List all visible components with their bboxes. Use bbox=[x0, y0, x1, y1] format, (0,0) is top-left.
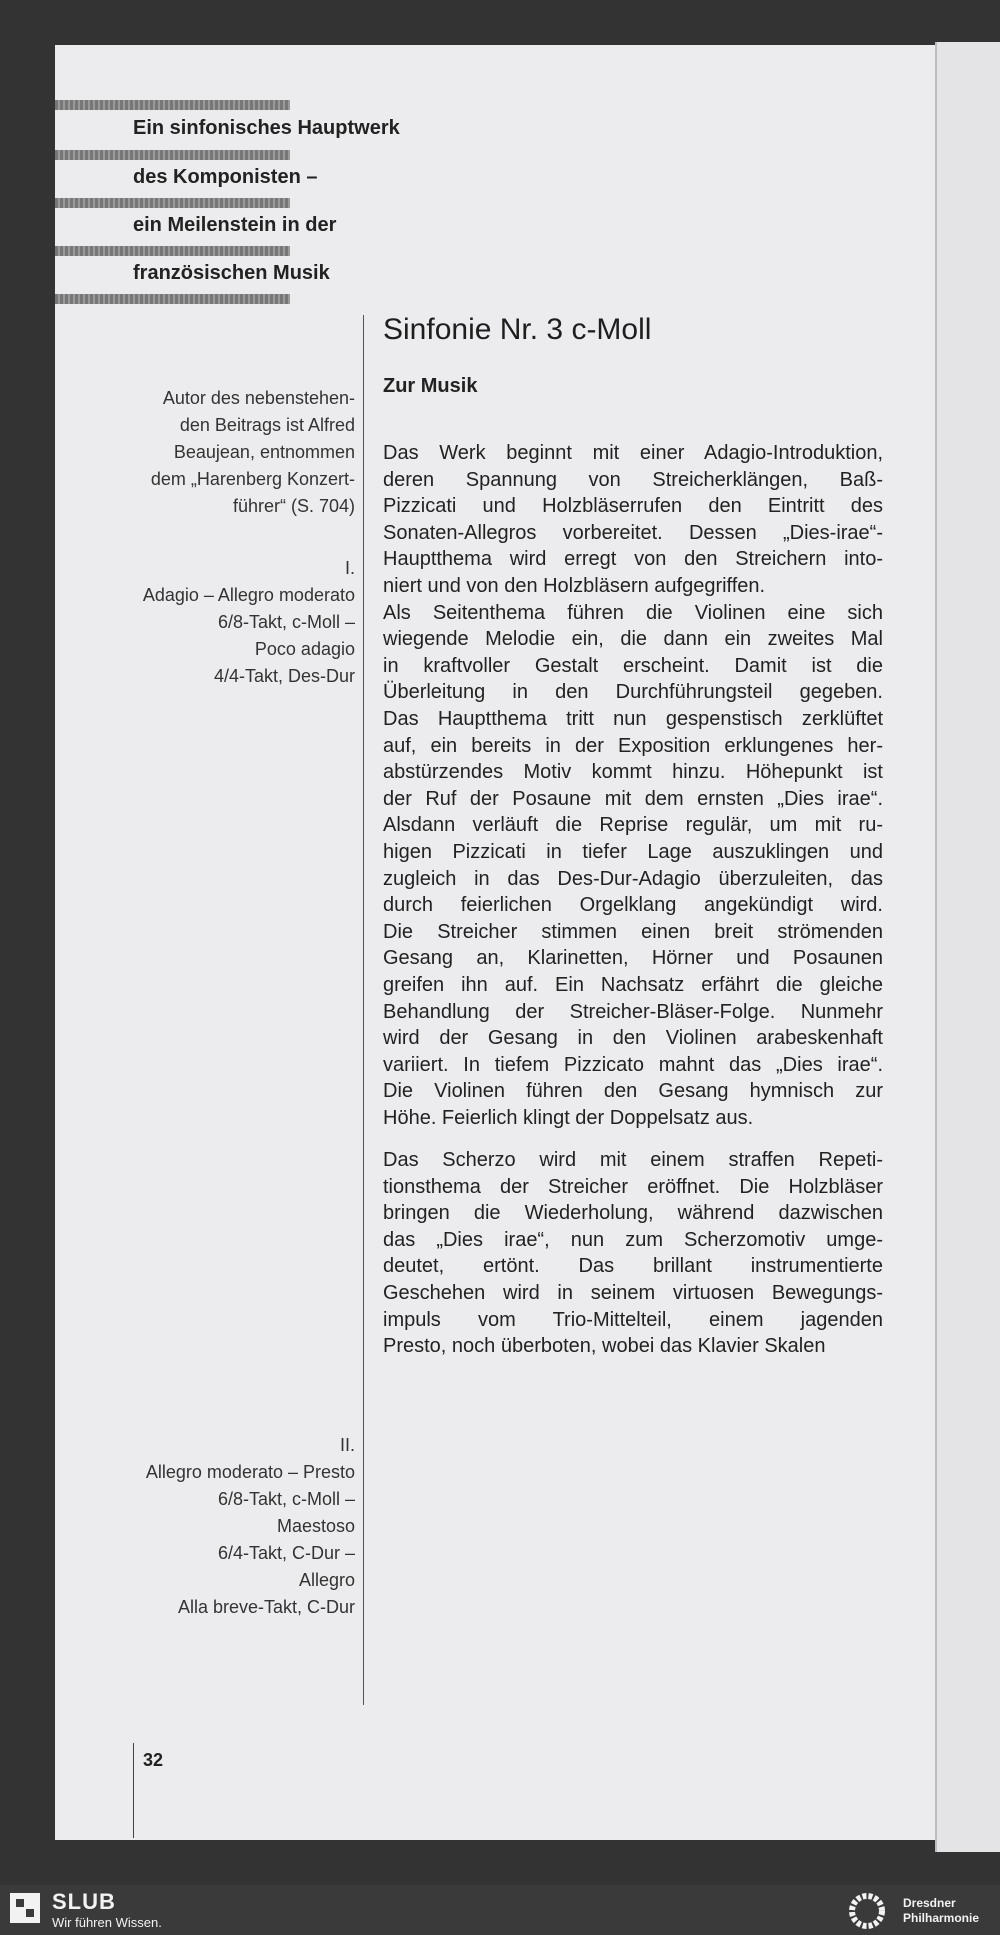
body-line: Das Scherzo wird mit einem straffen Repeti- bbox=[383, 1149, 883, 1171]
movement-line: 6/4-Takt, C-Dur – bbox=[217, 1543, 355, 1563]
adjacent-page-edge bbox=[935, 42, 1000, 1852]
page-number-rule bbox=[133, 1743, 134, 1838]
body-line: tionsthema der Streicher eröffnet. Die Holzbläser bbox=[383, 1175, 883, 1198]
body-line: impuls vom Trio-Mittelteil, einem jagenden bbox=[383, 1308, 883, 1331]
movement-line: Allegro moderato – Presto bbox=[145, 1462, 355, 1482]
footer-bar bbox=[0, 1885, 1000, 1935]
body-line: Überleitung in den Durchführungsteil gegeben. bbox=[383, 681, 883, 704]
decorative-stripe bbox=[55, 294, 290, 304]
author-note-line: dem „Harenberg Konzert- bbox=[150, 469, 355, 489]
movement-line: 6/8-Takt, c-Moll – bbox=[217, 612, 355, 632]
page-number: 32 bbox=[143, 1750, 164, 1770]
body-line: durch feierlichen Orgelklang angekündigt wird. bbox=[383, 894, 883, 917]
slub-logo-icon bbox=[10, 1893, 40, 1923]
movement-line: Alla breve-Takt, C-Dur bbox=[177, 1597, 355, 1617]
decorative-stripe bbox=[55, 198, 290, 208]
body-line: Höhe. Feierlich klingt der Doppelsatz aus. bbox=[383, 1107, 754, 1129]
decorative-stripe bbox=[55, 246, 290, 256]
movement-line: Maestoso bbox=[276, 1516, 355, 1536]
decorative-stripe bbox=[55, 100, 290, 110]
body-line: deren Spannung von Streicherklängen, Baß- bbox=[383, 468, 883, 491]
body-line: das „Dies irae“, nun zum Scherzomotiv umge- bbox=[383, 1228, 883, 1251]
body-line: Presto, noch überboten, wobei das Klavier Skalen bbox=[383, 1335, 826, 1358]
movement-1-note bbox=[143, 555, 355, 690]
article-title: Sinfonie Nr. 3 c-Moll bbox=[383, 313, 652, 346]
body-line: Das Hauptthema tritt nun gespenstisch zerklüftet bbox=[383, 708, 883, 730]
body-line: greifen ihn auf. Ein Nachsatz erfährt die gleiche bbox=[383, 974, 883, 996]
movement-number: II. bbox=[339, 1435, 355, 1455]
author-note-line: Autor des nebenstehen- bbox=[162, 388, 355, 408]
movement-line: Poco adagio bbox=[254, 639, 355, 659]
body-line: wird der Gesang in den Violinen arabeskenhaft bbox=[383, 1027, 883, 1050]
author-note-line: Beaujean, entnommen bbox=[173, 442, 355, 462]
library-motto: Wir führen Wissen. bbox=[52, 1915, 162, 1930]
movement-number: I. bbox=[344, 558, 355, 578]
decorative-stripe bbox=[55, 150, 290, 160]
body-line: deutet, ertönt. Das brillant instrumentierte bbox=[383, 1255, 883, 1278]
movement-line: Allegro bbox=[298, 1570, 355, 1590]
body-line: Gesang an, Klarinetten, Hörner und Posaunen bbox=[383, 947, 883, 970]
body-line: Pizzicati und Holzbläserrufen den Eintritt des bbox=[383, 495, 883, 518]
philharmonie-logo-icon bbox=[842, 1892, 892, 1930]
body-line: zugleich in das Des-Dur-Adagio überzuleiten, das bbox=[383, 867, 883, 890]
body-line: bringen die Wiederholung, während dazwischen bbox=[383, 1202, 883, 1225]
body-line: Alsdann verläuft die Reprise regulär, um mit ru- bbox=[383, 814, 883, 837]
body-line: Sonaten-Allegros vorbereitet. Dessen „Dies-irae“- bbox=[383, 521, 883, 544]
tagline-line: ein Meilenstein in der bbox=[133, 214, 337, 236]
author-note-line: den Beitrags ist Alfred bbox=[179, 415, 355, 435]
movement-line: 4/4-Takt, Des-Dur bbox=[213, 666, 355, 686]
body-line: in kraftvoller Gestalt erscheint. Damit ist die bbox=[383, 654, 883, 677]
partner-name-line: Philharmonie bbox=[903, 1911, 980, 1925]
author-note-line: führer“ (S. 704) bbox=[232, 496, 355, 516]
body-line: der Ruf der Posaune mit dem ernsten „Dies irae“. bbox=[383, 787, 883, 810]
body-line: auf, ein bereits in der Exposition erklungenes her- bbox=[383, 734, 883, 757]
body-line: abstürzendes Motiv kommt hinzu. Höhepunkt ist bbox=[383, 761, 883, 784]
article-subtitle: Zur Musik bbox=[383, 375, 478, 397]
movement-line: 6/8-Takt, c-Moll – bbox=[217, 1489, 355, 1509]
body-line: Behandlung der Streicher-Bläser-Folge. Nunmehr bbox=[383, 1000, 883, 1023]
tagline-line: französischen Musik bbox=[133, 262, 330, 284]
movement-line: Adagio – Allegro moderato bbox=[142, 585, 355, 605]
body-line: higen Pizzicati in tiefer Lage auszuklingen und bbox=[383, 841, 883, 863]
body-line: Das Werk beginnt mit einer Adagio-Introduktion, bbox=[383, 442, 883, 464]
author-note bbox=[151, 385, 355, 520]
body-line: variiert. In tiefem Pizzicato mahnt das „Dies irae“. bbox=[383, 1053, 883, 1076]
body-line: Die Streicher stimmen einen breit strömenden bbox=[383, 920, 883, 943]
movement-2-note bbox=[146, 1432, 355, 1621]
body-line: Geschehen wird in seinem virtuosen Bewegungs- bbox=[383, 1282, 883, 1304]
tagline-line: des Komponisten – bbox=[133, 166, 318, 188]
document-page bbox=[55, 45, 935, 1840]
tagline-line: Ein sinfonisches Hauptwerk bbox=[133, 117, 400, 139]
body-line: Die Violinen führen den Gesang hymnisch zur bbox=[383, 1080, 883, 1103]
library-name: SLUB bbox=[52, 1889, 116, 1914]
body-line: Hauptthema wird erregt von den Streichern into- bbox=[383, 548, 883, 571]
partner-name-line: Dresdner bbox=[903, 1896, 956, 1910]
body-line: Als Seitenthema führen die Violinen eine sich bbox=[383, 601, 883, 624]
body-line: wiegende Melodie ein, die dann ein zweites Mal bbox=[383, 628, 883, 651]
body-line: niert und von den Holzbläsern aufgegriffen. bbox=[383, 575, 766, 597]
column-divider bbox=[363, 315, 364, 1705]
